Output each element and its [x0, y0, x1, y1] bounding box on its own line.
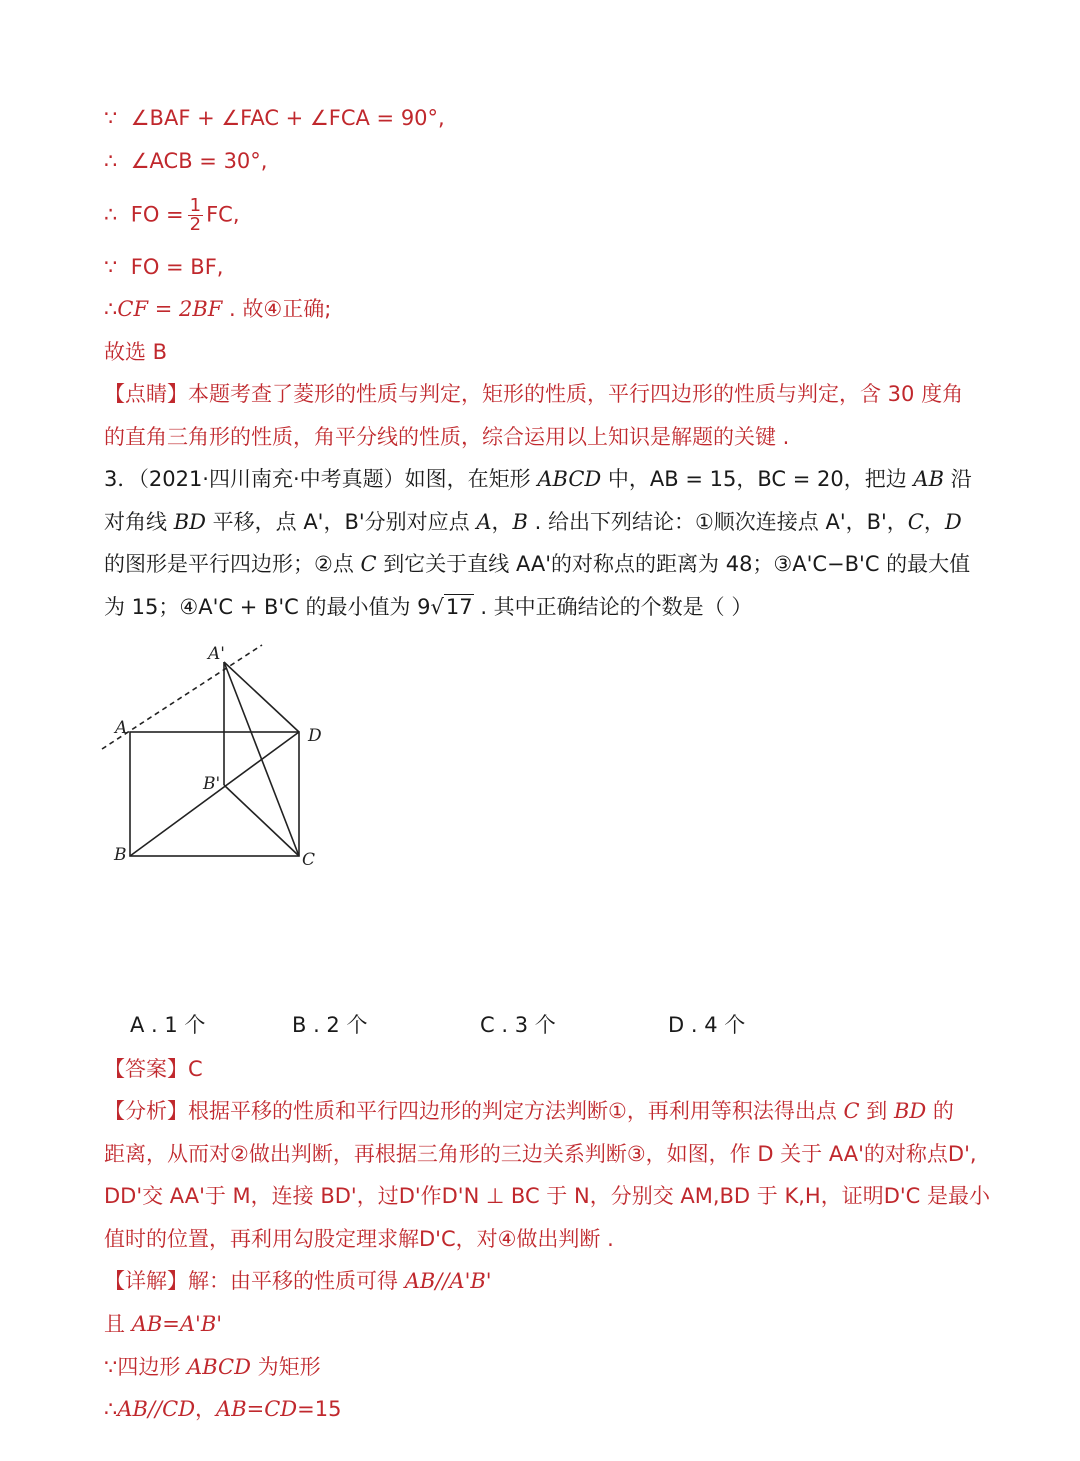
problem-text: ， — [923, 510, 945, 534]
detail-line-1 — [104, 1266, 492, 1296]
conclusion-text: . 故④正确; — [229, 297, 332, 321]
answer-value: C — [188, 1057, 203, 1081]
detail-text: ， — [195, 1397, 217, 1421]
problem-math: D — [944, 510, 962, 534]
problem-line-2 — [104, 507, 962, 537]
angle-sum-equation: ∠BAF + ∠FAC + ∠FCA = 90°, — [130, 106, 445, 130]
solution-line-5 — [104, 294, 331, 324]
angle-acb-equation: ∠ACB = 30°, — [130, 149, 268, 173]
problem-text: 中，AB = 15，BC = 20，把边 — [601, 467, 914, 491]
analysis-text: 的 — [926, 1099, 954, 1123]
analysis-text: 到 — [859, 1099, 894, 1123]
detail-math: ABCD — [187, 1355, 251, 1379]
solution-line-3 — [104, 197, 240, 234]
analysis-math: BD — [893, 1099, 927, 1123]
detail-text: =15 — [297, 1397, 342, 1421]
answer-tag: 【答案】 — [104, 1057, 188, 1081]
problem-text: 沿 — [944, 467, 972, 491]
problem-math: BD — [173, 510, 206, 534]
analysis-tag: 【分析】 — [104, 1099, 188, 1123]
segment-b-prime-c — [224, 785, 299, 856]
problem-text: ， — [491, 510, 513, 534]
therefore-symbol: ∴ — [104, 297, 118, 321]
comment-text-1: 本题考查了菱形的性质与判定，矩形的性质，平行四边形的性质与判定，含 30 度角 — [188, 382, 964, 406]
detail-math: AB//CD — [117, 1397, 196, 1421]
problem-text: . 给出下列结论：①顺次连接点 A'，B'， — [527, 510, 908, 534]
choice-line: 故选 B — [104, 340, 168, 364]
fraction-one-half — [188, 197, 203, 234]
problem-line-1 — [104, 464, 972, 494]
problem-text: 平移，点 A'，B'分别对应点 — [205, 510, 477, 534]
label-c: C — [302, 850, 316, 870]
because-symbol: ∵ — [104, 106, 118, 130]
option-c: C . 3 个 — [480, 1013, 556, 1037]
therefore-symbol: ∴ — [104, 149, 118, 173]
option-a: A . 1 个 — [130, 1013, 206, 1037]
problem-text: 对角线 — [104, 510, 174, 534]
problem-line-3 — [104, 549, 970, 579]
label-d: D — [308, 726, 322, 746]
detail-text: ∵四边形 — [104, 1355, 188, 1379]
analysis-text: 根据平移的性质和平行四边形的判定方法判断①，再利用等积法得出点 — [188, 1099, 844, 1123]
segment-a-prime-c — [224, 662, 299, 856]
detail-math: AB=A'B' — [131, 1312, 223, 1336]
problem-line-4: 为 15；④A'C + B'C 的最小值为 9√17 . 其中正确结论的个数是（ ） — [104, 595, 753, 619]
fo-equation-suffix: FC, — [206, 202, 240, 227]
detail-line-2 — [104, 1309, 222, 1339]
diagonal-bd — [130, 732, 299, 856]
label-a: A — [115, 718, 128, 738]
detail-math: AB//A'B' — [404, 1269, 492, 1293]
comment-line-1 — [104, 379, 963, 409]
detail-math: AB=CD — [216, 1397, 298, 1421]
problem-text: . 其中正确结论的个数是（ ） — [473, 595, 753, 619]
detail-line-3 — [104, 1352, 321, 1382]
analysis-math: C — [843, 1099, 860, 1123]
therefore-symbol: ∴ — [104, 202, 118, 227]
problem-math: C — [360, 552, 377, 576]
detail-text: 且 — [104, 1312, 132, 1336]
analysis-line-1 — [104, 1096, 954, 1126]
fo-bf-equation: FO = BF, — [130, 255, 224, 279]
analysis-line-2: 距离，从而对②做出判断，再根据三角形的三边关系判断③，如图，作 D 关于 AA'的对称点D', — [104, 1142, 977, 1166]
solution-line-1 — [104, 103, 445, 133]
detail-tag: 【详解】 — [104, 1269, 188, 1293]
comment-line-2: 的直角三角形的性质，角平分线的性质，综合运用以上知识是解题的关键 . — [104, 425, 790, 449]
label-a-prime: A' — [208, 644, 225, 664]
problem-math: A — [476, 510, 492, 534]
problem-text: 3．（2021·四川南充·中考真题）如图，在矩形 — [104, 467, 538, 491]
analysis-line-3: DD'交 AA'于 M，连接 BD'，过D'作D'N ⊥ BC 于 N，分别交 AM,BD 于 K,H，证明D'C 是最小 — [104, 1184, 990, 1208]
segment-a-prime-d — [224, 662, 299, 732]
problem-math: C — [907, 510, 924, 534]
fraction-denominator: 2 — [189, 214, 202, 235]
detail-line-4 — [104, 1394, 341, 1424]
fraction-numerator: 1 — [189, 195, 202, 216]
analysis-line-4: 值时的位置，再利用勾股定理求解D'C，对④做出判断 . — [104, 1227, 614, 1251]
cf-equation: CF = 2BF — [117, 297, 223, 321]
label-b: B — [114, 845, 127, 865]
problem-text: 到它关于直线 AA'的对称点的距离为 48；③A'C−B'C 的最大值 — [376, 552, 971, 576]
comment-tag: 【点睛】 — [104, 382, 188, 406]
fo-equation-prefix: FO = — [130, 202, 184, 227]
solution-line-2 — [104, 146, 267, 176]
option-b: B . 2 个 — [292, 1013, 368, 1037]
because-symbol: ∵ — [104, 255, 118, 279]
detail-text: 为矩形 — [250, 1355, 321, 1379]
problem-text: 为 15；④A'C + B'C 的最小值为 9 — [104, 595, 431, 619]
geometry-figure — [100, 635, 340, 875]
problem-math: AB — [913, 467, 945, 491]
label-b-prime: B' — [203, 774, 221, 794]
sqrt-radicand: 17 — [445, 595, 473, 619]
detail-text: 解：由平移的性质可得 — [188, 1269, 405, 1293]
option-d: D . 4 个 — [668, 1013, 746, 1037]
problem-math: B — [512, 510, 528, 534]
problem-text: 的图形是平行四边形；②点 — [104, 552, 361, 576]
answer-line — [104, 1054, 203, 1084]
problem-math: ABCD — [537, 467, 602, 491]
detail-text: ∴ — [104, 1397, 118, 1421]
solution-line-4 — [104, 252, 223, 282]
